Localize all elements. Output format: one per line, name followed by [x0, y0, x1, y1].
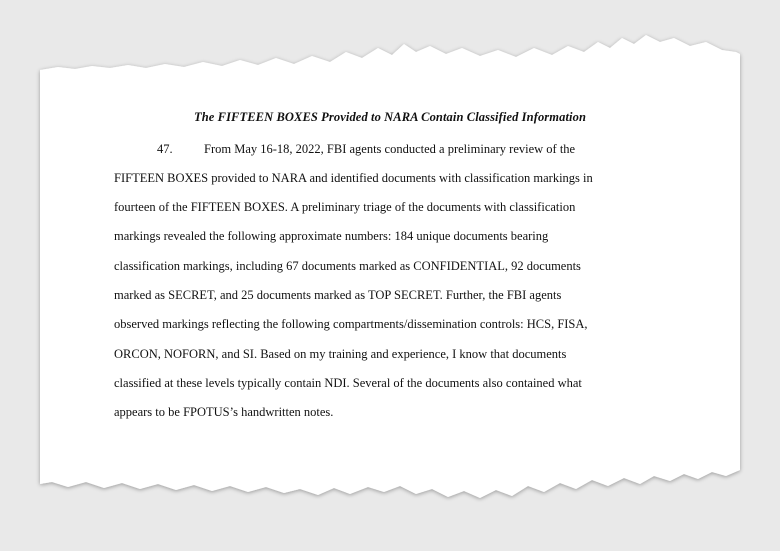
section-heading: The FIFTEEN BOXES Provided to NARA Contain Classified Information [194, 110, 586, 124]
paragraph-number: 47. [157, 142, 173, 156]
body-line: ORCON, NOFORN, and SI. Based on my training and experience, I know that documents [114, 347, 567, 361]
body-line: From May 16-18, 2022, FBI agents conducted a preliminary review of the [204, 142, 576, 156]
body-line: markings revealed the following approximate numbers: 184 unique documents bearing [114, 229, 549, 243]
body-line: classified at these levels typically contain NDI. Several of the documents also contained what [114, 376, 582, 390]
body-line: marked as SECRET, and 25 documents marked as TOP SECRET. Further, the FBI agents [114, 288, 562, 302]
body-line: fourteen of the FIFTEEN BOXES. A preliminary triage of the documents with classification [114, 200, 576, 214]
body-line: appears to be FPOTUS’s handwritten notes. [114, 405, 334, 419]
body-line: classification markings, including 67 documents marked as CONFIDENTIAL, 92 documents [114, 259, 581, 273]
body-line: FIFTEEN BOXES provided to NARA and identified documents with classification markings in [114, 171, 593, 185]
body-line: observed markings reflecting the following compartments/dissemination controls: HCS, FISA, [114, 317, 588, 331]
